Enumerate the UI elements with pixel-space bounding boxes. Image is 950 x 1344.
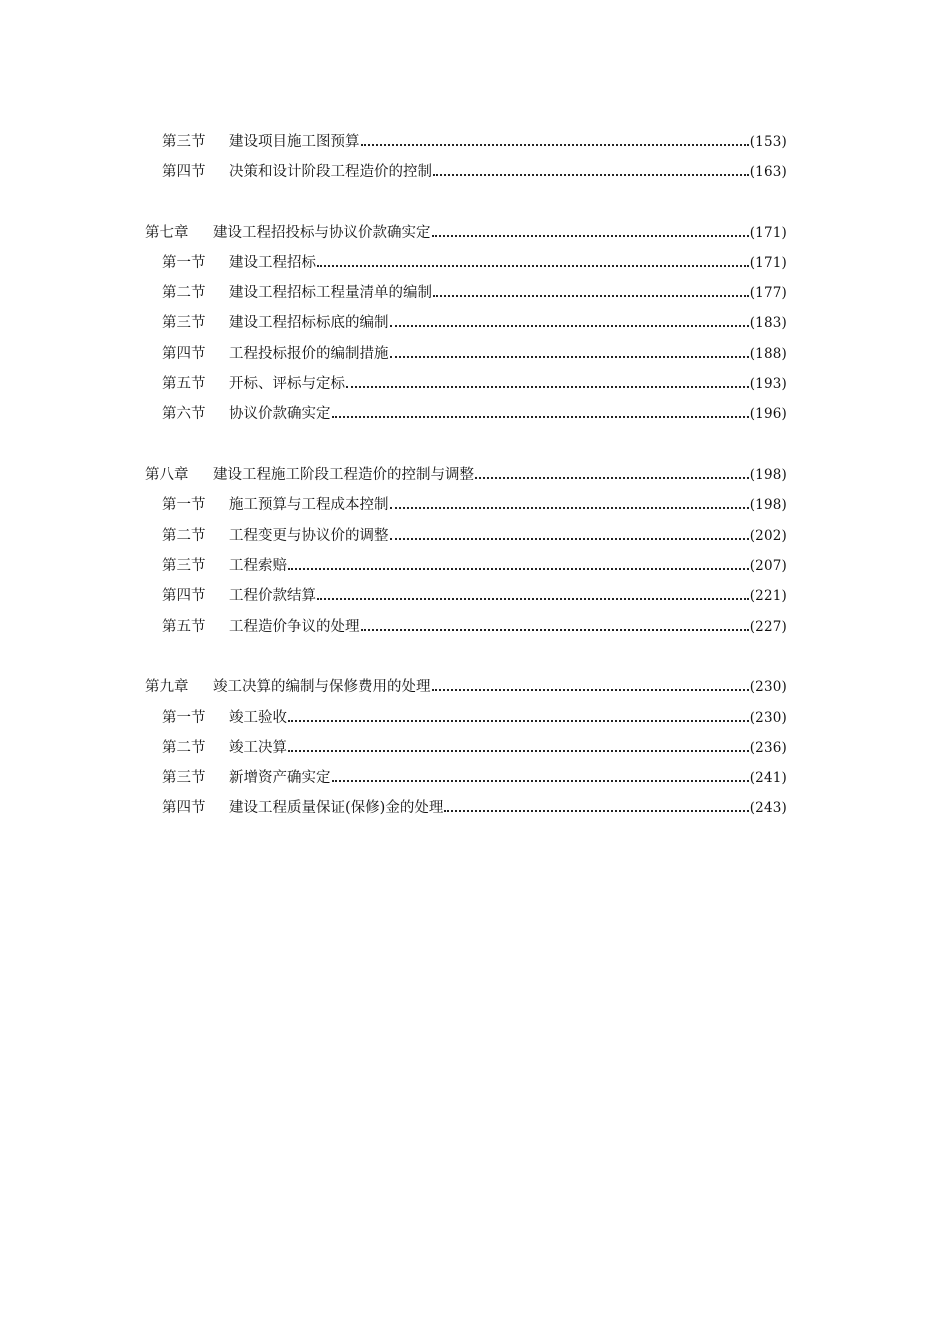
toc-entry[interactable] — [162, 311, 787, 335]
toc-entry[interactable] — [162, 251, 787, 275]
entry-label: 第二节 — [162, 740, 206, 756]
entry-page: (241) — [749, 770, 787, 786]
entry-title: 建设工程招标 — [229, 255, 316, 271]
dot-leader — [390, 524, 749, 548]
toc-entry[interactable] — [162, 615, 787, 639]
entry-label: 第三节 — [162, 770, 206, 786]
entry-label: 第四节 — [162, 588, 206, 604]
dot-leader — [432, 675, 749, 699]
entry-label: 第二节 — [162, 285, 206, 301]
entry-title: 工程造价争议的处理 — [229, 619, 360, 635]
chapter-title: 建设工程施工阶段工程造价的控制与调整 — [213, 467, 474, 483]
entry-title: 决策和设计阶段工程造价的控制 — [229, 164, 432, 180]
dot-leader — [346, 372, 749, 396]
entry-label: 第六节 — [162, 406, 206, 422]
toc-entry[interactable] — [162, 554, 787, 578]
entry-label: 第四节 — [162, 346, 206, 362]
dot-leader — [390, 342, 749, 366]
entry-title: 竣工验收 — [229, 710, 287, 726]
chapter-page: (171) — [749, 225, 787, 241]
entry-title: 开标、评标与定标 — [229, 376, 345, 392]
entry-label: 第三节 — [162, 134, 206, 150]
entry-page: (198) — [749, 497, 787, 513]
toc-entry[interactable] — [162, 584, 787, 608]
entry-page: (221) — [749, 588, 787, 604]
dot-leader — [475, 463, 749, 487]
chapter-label: 第八章 — [145, 467, 189, 483]
toc-entry[interactable] — [162, 402, 787, 426]
dot-leader — [288, 554, 749, 578]
toc-entry[interactable] — [162, 342, 787, 366]
entry-label: 第一节 — [162, 710, 206, 726]
entry-page: (243) — [749, 800, 787, 816]
entry-page: (171) — [749, 255, 787, 271]
entry-label: 第三节 — [162, 315, 206, 331]
toc-entry[interactable] — [162, 281, 787, 305]
entry-title: 工程投标报价的编制措施 — [229, 346, 389, 362]
chapter-label: 第九章 — [145, 679, 189, 695]
dot-leader — [288, 736, 749, 760]
toc-entry[interactable] — [162, 524, 787, 548]
chapter-title: 竣工决算的编制与保修费用的处理 — [213, 679, 431, 695]
entry-page: (188) — [749, 346, 787, 362]
toc-entry[interactable] — [162, 372, 787, 396]
chapter-label: 第七章 — [145, 225, 189, 241]
entry-label: 第二节 — [162, 528, 206, 544]
entry-page: (227) — [749, 619, 787, 635]
dot-leader — [332, 766, 749, 790]
dot-leader — [432, 221, 749, 245]
entry-title: 建设工程招标工程量清单的编制 — [229, 285, 432, 301]
toc-chapter-entry[interactable] — [145, 221, 787, 245]
chapter-page: (198) — [749, 467, 787, 483]
toc-entry[interactable] — [162, 766, 787, 790]
chapter-title: 建设工程招投标与协议价款确实定 — [213, 225, 431, 241]
entry-page: (196) — [749, 406, 787, 422]
entry-page: (177) — [749, 285, 787, 301]
entry-title: 建设项目施工图预算 — [229, 134, 360, 150]
toc-entry[interactable] — [162, 493, 787, 517]
toc-entry[interactable] — [162, 160, 787, 184]
dot-leader — [317, 251, 749, 275]
dot-leader — [361, 130, 749, 154]
entry-label: 第三节 — [162, 558, 206, 574]
entry-label: 第四节 — [162, 164, 206, 180]
entry-label: 第一节 — [162, 255, 206, 271]
entry-label: 第五节 — [162, 376, 206, 392]
entry-page: (202) — [749, 528, 787, 544]
dot-leader — [390, 493, 749, 517]
toc-chapter-entry[interactable] — [145, 463, 787, 487]
dot-leader — [317, 584, 749, 608]
entry-page: (236) — [749, 740, 787, 756]
toc-entry[interactable] — [162, 706, 787, 730]
entry-title: 新增资产确实定 — [229, 770, 331, 786]
entry-title: 工程索赔 — [229, 558, 287, 574]
toc-chapter-entry[interactable] — [145, 675, 787, 699]
dot-leader — [332, 402, 749, 426]
entry-title: 建设工程质量保证(保修)金的处理 — [229, 800, 444, 816]
toc-entry[interactable] — [162, 796, 787, 820]
dot-leader — [444, 796, 748, 820]
entry-title: 工程价款结算 — [229, 588, 316, 604]
entry-title: 协议价款确实定 — [229, 406, 331, 422]
entry-page: (193) — [749, 376, 787, 392]
entry-title: 施工预算与工程成本控制 — [229, 497, 389, 513]
entry-page: (183) — [749, 315, 787, 331]
chapter-page: (230) — [749, 679, 787, 695]
entry-label: 第一节 — [162, 497, 206, 513]
dot-leader — [288, 706, 749, 730]
toc-entry[interactable] — [162, 130, 787, 154]
entry-title: 竣工决算 — [229, 740, 287, 756]
entry-page: (163) — [749, 164, 787, 180]
entry-page: (230) — [749, 710, 787, 726]
toc-entry[interactable] — [162, 736, 787, 760]
dot-leader — [433, 160, 749, 184]
entry-label: 第五节 — [162, 619, 206, 635]
entry-label: 第四节 — [162, 800, 206, 816]
dot-leader — [433, 281, 749, 305]
entry-page: (153) — [749, 134, 787, 150]
dot-leader — [390, 311, 749, 335]
dot-leader — [361, 615, 749, 639]
entry-page: (207) — [749, 558, 787, 574]
entry-title: 建设工程招标标底的编制 — [229, 315, 389, 331]
entry-title: 工程变更与协议价的调整 — [229, 528, 389, 544]
